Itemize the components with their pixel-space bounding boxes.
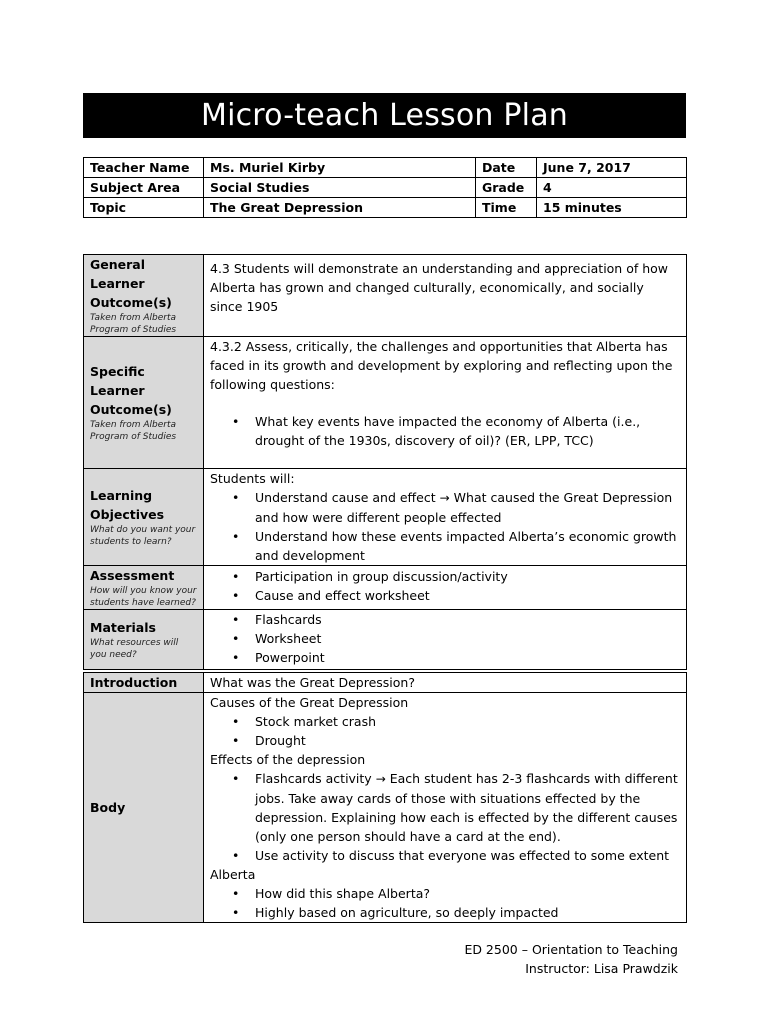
alberta-list (210, 884, 680, 922)
body-label: Body (90, 800, 126, 815)
arrow-right-icon: → (439, 491, 450, 505)
grade-label: Grade (476, 178, 537, 198)
specific-outcome-label: Specific Learner Outcome(s) (90, 364, 172, 417)
introduction-row (84, 673, 687, 693)
arrow-right-icon: → (375, 772, 386, 786)
topic-label: Topic (84, 198, 204, 218)
flashcards-activity-detail: Each student has 2-3 flashcards with different jobs. Take away cards of those with situations effected by the depression. Explaining how each is effected by the different causes (only one person should have a card at the end). (255, 771, 678, 844)
flashcards-activity: Flashcards activity (255, 771, 372, 786)
list-item: • Stock market crash (210, 712, 680, 731)
learning-objectives-label-cell (84, 469, 204, 566)
objective-cause-effect-detail: What caused the Great Depression and how were different people effected (255, 490, 673, 525)
lesson-table (83, 672, 687, 923)
general-outcome-row (84, 255, 687, 337)
specific-outcome-sublabel: Taken from Alberta Program of Studies (90, 420, 177, 442)
specific-outcome-cell (204, 337, 687, 469)
list-item: • How did this shape Alberta? (210, 884, 680, 903)
list-item: • Powerpoint (210, 648, 680, 667)
list-item: • Highly based on agriculture, so deeply impacted (210, 903, 680, 922)
materials-sublabel: What resources will you need? (90, 638, 179, 660)
materials-label-cell (84, 610, 204, 670)
body-cell (204, 693, 687, 923)
body-label-cell (84, 693, 204, 923)
learning-objectives-row (84, 469, 687, 566)
list-item: • Flashcards (210, 610, 680, 629)
list-item: • Drought (210, 731, 680, 750)
body-row (84, 693, 687, 923)
specific-outcome-row (84, 337, 687, 469)
materials-row (84, 610, 687, 670)
subject-area-value: Social Studies (204, 178, 476, 198)
causes-list (210, 712, 680, 750)
assessment-label: Assessment (90, 568, 175, 583)
assessment-row (84, 566, 687, 610)
specific-outcome-list (210, 412, 680, 450)
page-title: Micro-teach Lesson Plan (83, 93, 686, 138)
materials-list (210, 610, 680, 667)
course-name: ED 2500 – Orientation to Teaching (464, 942, 678, 957)
list-item: • Cause and effect worksheet (210, 586, 680, 605)
page-footer (464, 940, 678, 978)
specific-outcome-text: 4.3.2 Assess, critically, the challenges and opportunities that Alberta has faced in its growth and development by exploring and reflecting upon the following questions: (210, 339, 673, 392)
general-outcome-label: General Learner Outcome(s) (90, 257, 172, 310)
topic-value: The Great Depression (204, 198, 476, 218)
materials-cell (204, 610, 687, 670)
instructor-name: Instructor: Lisa Prawdzik (525, 961, 678, 976)
introduction-label-cell (84, 673, 204, 693)
introduction-label: Introduction (90, 675, 178, 690)
assessment-list (210, 567, 680, 605)
time-label: Time (476, 198, 537, 218)
alberta-heading: Alberta (210, 867, 256, 882)
date-label: Date (476, 158, 537, 178)
materials-label: Materials (90, 620, 156, 635)
effects-list (210, 769, 680, 865)
learning-objectives-sublabel: What do you want your students to learn? (90, 525, 196, 547)
objective-cause-effect: Understand cause and effect (255, 490, 436, 505)
list-item: • Participation in group discussion/activity (210, 567, 680, 586)
list-item (210, 488, 680, 527)
list-item: • Worksheet (210, 629, 680, 648)
list-item: • Understand how these events impacted Alberta’s economic growth and development (210, 527, 680, 565)
causes-heading: Causes of the Great Depression (210, 695, 409, 710)
outcomes-table (83, 254, 687, 670)
info-row-topic (84, 198, 687, 218)
learning-objectives-list (210, 488, 680, 565)
general-outcome-sublabel: Taken from Alberta Program of Studies (90, 313, 177, 335)
general-outcome-label-cell (84, 255, 204, 337)
info-row-subject (84, 178, 687, 198)
assessment-label-cell (84, 566, 204, 610)
time-value: 15 minutes (537, 198, 687, 218)
list-item: • What key events have impacted the economy of Alberta (i.e., drought of the 1930s, discovery of oil)? (ER, LPP, TCC) (210, 412, 680, 450)
assessment-cell (204, 566, 687, 610)
list-item (210, 769, 680, 846)
teacher-name-label: Teacher Name (84, 158, 204, 178)
teacher-name-value: Ms. Muriel Kirby (204, 158, 476, 178)
learning-objectives-cell (204, 469, 687, 566)
specific-outcome-label-cell (84, 337, 204, 469)
list-item: • Use activity to discuss that everyone was effected to some extent (210, 846, 680, 865)
info-row-teacher (84, 158, 687, 178)
date-value: June 7, 2017 (537, 158, 687, 178)
introduction-text: What was the Great Depression? (204, 673, 687, 693)
lesson-info-table (83, 157, 687, 218)
learning-objectives-label: Learning Objectives (90, 488, 165, 522)
learning-objectives-intro: Students will: (210, 471, 295, 486)
assessment-sublabel: How will you know your students have learned? (90, 586, 197, 608)
grade-value: 4 (537, 178, 687, 198)
general-outcome-text: 4.3 Students will demonstrate an understanding and appreciation of how Alberta has grown and changed culturally, economically, and socially since 1905 (204, 255, 687, 337)
subject-area-label: Subject Area (84, 178, 204, 198)
effects-heading: Effects of the depression (210, 752, 366, 767)
